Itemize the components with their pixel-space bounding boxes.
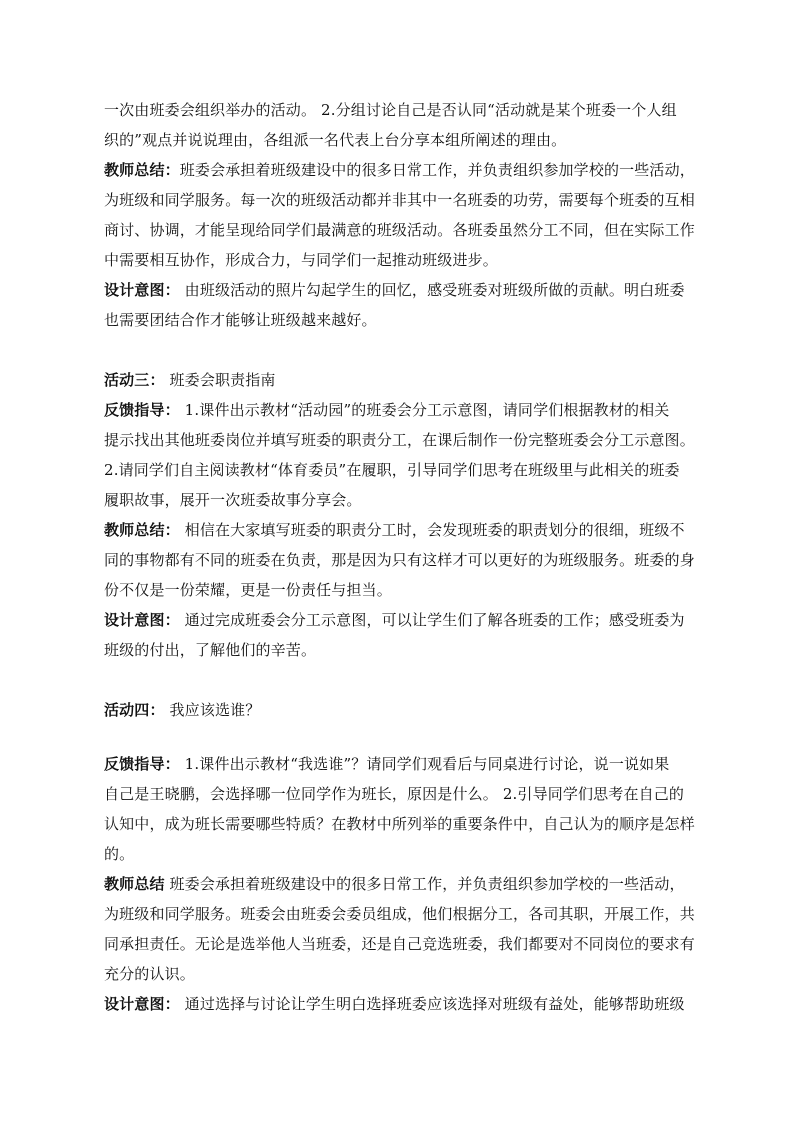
body-text: 班委会承担着班级建设中的很多日常工作，并负责组织参加学校的一些活动， bbox=[164, 875, 685, 893]
intent-label: 设计意图： bbox=[104, 281, 180, 299]
body-text: 1.课件出示教材“我选谁”？请同学们观看后与同桌进行讨论，说一说如果 bbox=[179, 755, 670, 773]
body-text-line: 充分的认识。 bbox=[104, 965, 195, 983]
body-text-line: 商讨、协调，才能呈现给同学们最满意的班级活动。各班委虽然分工不同，但在实际工作 bbox=[104, 221, 695, 239]
body-text-line: 的。 bbox=[104, 845, 135, 863]
feedback-label: 反馈指导： bbox=[104, 401, 180, 419]
body-text-line: 2.请同学们自主阅读教材“体育委员”在履职，引导同学们思考在班级里与此相关的班委 bbox=[104, 461, 680, 479]
activity-title: 班委会职责指南 bbox=[164, 371, 276, 389]
intent-label: 设计意图： bbox=[104, 995, 180, 1013]
body-text-line: 为班级和同学服务。班委会由班委会委员组成，他们根据分工，各司其职，开展工作，共 bbox=[104, 905, 695, 923]
summary-label: 教师总结： bbox=[104, 521, 180, 539]
feedback-label: 反馈指导： bbox=[104, 755, 180, 773]
body-text-line: 中需要相互协作，形成合力，与同学们一起推动班级进步。 bbox=[104, 251, 498, 269]
feedback-paragraph bbox=[104, 749, 720, 779]
body-text: 由班级活动的照片勾起学生的回忆，感受班委对班级所做的贡献。明白班委 bbox=[179, 281, 685, 299]
body-text-line: 织的”观点并说说理由，各组派一名代表上台分享本组所阐述的理由。 bbox=[104, 131, 567, 149]
activity-label: 活动三： bbox=[104, 371, 165, 389]
body-text: 通过选择与讨论让学生明白选择班委应该选择对班级有益处，能够帮助班级 bbox=[179, 995, 685, 1013]
feedback-paragraph bbox=[104, 395, 720, 425]
activity-title: 我应该选谁？ bbox=[164, 701, 261, 719]
body-text-line: 同承担责任。无论是选举他人当班委，还是自己竞选班委，我们都要对不同岗位的要求有 bbox=[104, 935, 695, 953]
body-text-line: 班级的付出，了解他们的辛苦。 bbox=[104, 641, 317, 659]
body-text-line: 为班级和同学服务。每一次的班级活动都并非其中一名班委的功劳，需要每个班委的互相 bbox=[104, 191, 695, 209]
intent-label: 设计意图： bbox=[104, 611, 180, 629]
body-text-line: 提示找出其他班委岗位并填写班委的职责分工，在课后制作一份完整班委会分工示意图。 bbox=[104, 431, 695, 449]
body-text-line: 认知中，成为班长需要哪些特质？在教材中所列举的重要条件中，自己认为的顺序是怎样 bbox=[104, 815, 695, 833]
body-text: 1.课件出示教材“活动园”的班委会分工示意图，请同学们根据教材的相关 bbox=[179, 401, 670, 419]
body-text-line: 份不仅是一份荣耀，更是一份责任与担当。 bbox=[104, 581, 392, 599]
body-text-line: 同的事物都有不同的班委在负责，那是因为只有这样才可以更好的为班级服务。班委的身 bbox=[104, 551, 695, 569]
activity-heading bbox=[104, 695, 720, 725]
body-text-line: 履职故事，展开一次班委故事分享会。 bbox=[104, 491, 362, 509]
document-page bbox=[104, 95, 720, 1019]
activity-label: 活动四： bbox=[104, 701, 165, 719]
paragraph-gap bbox=[104, 335, 720, 365]
body-text-line: 一次由班委会组织举办的活动。 2.分组讨论自己是否认同“活动就是某个班委一个人组 bbox=[104, 101, 677, 119]
summary-paragraph bbox=[104, 155, 720, 185]
body-text-line: 也需要团结合作才能够让班级越来越好。 bbox=[104, 311, 377, 329]
intent-paragraph bbox=[104, 605, 720, 635]
summary-label: 教师总结： bbox=[104, 161, 180, 179]
activity-heading bbox=[104, 365, 720, 395]
body-text: 相信在大家填写班委的职责分工时，会发现班委的职责划分的很细，班级不 bbox=[179, 521, 685, 539]
summary-paragraph bbox=[104, 515, 720, 545]
body-text: 班委会承担着班级建设中的很多日常工作，并负责组织参加学校的一些活动， bbox=[179, 161, 695, 179]
body-text: 通过完成班委会分工示意图，可以让学生们了解各班委的工作；感受班委为 bbox=[179, 611, 685, 629]
body-text-line: 自己是王晓鹏，会选择哪一位同学作为班长，原因是什么。 2.引导同学们思考在自己的 bbox=[104, 785, 685, 803]
intent-paragraph bbox=[104, 275, 720, 305]
paragraph-gap bbox=[104, 665, 720, 695]
summary-label: 教师总结 bbox=[104, 875, 165, 893]
line-spacer bbox=[104, 725, 720, 749]
summary-paragraph bbox=[104, 869, 720, 899]
intent-paragraph bbox=[104, 989, 720, 1019]
